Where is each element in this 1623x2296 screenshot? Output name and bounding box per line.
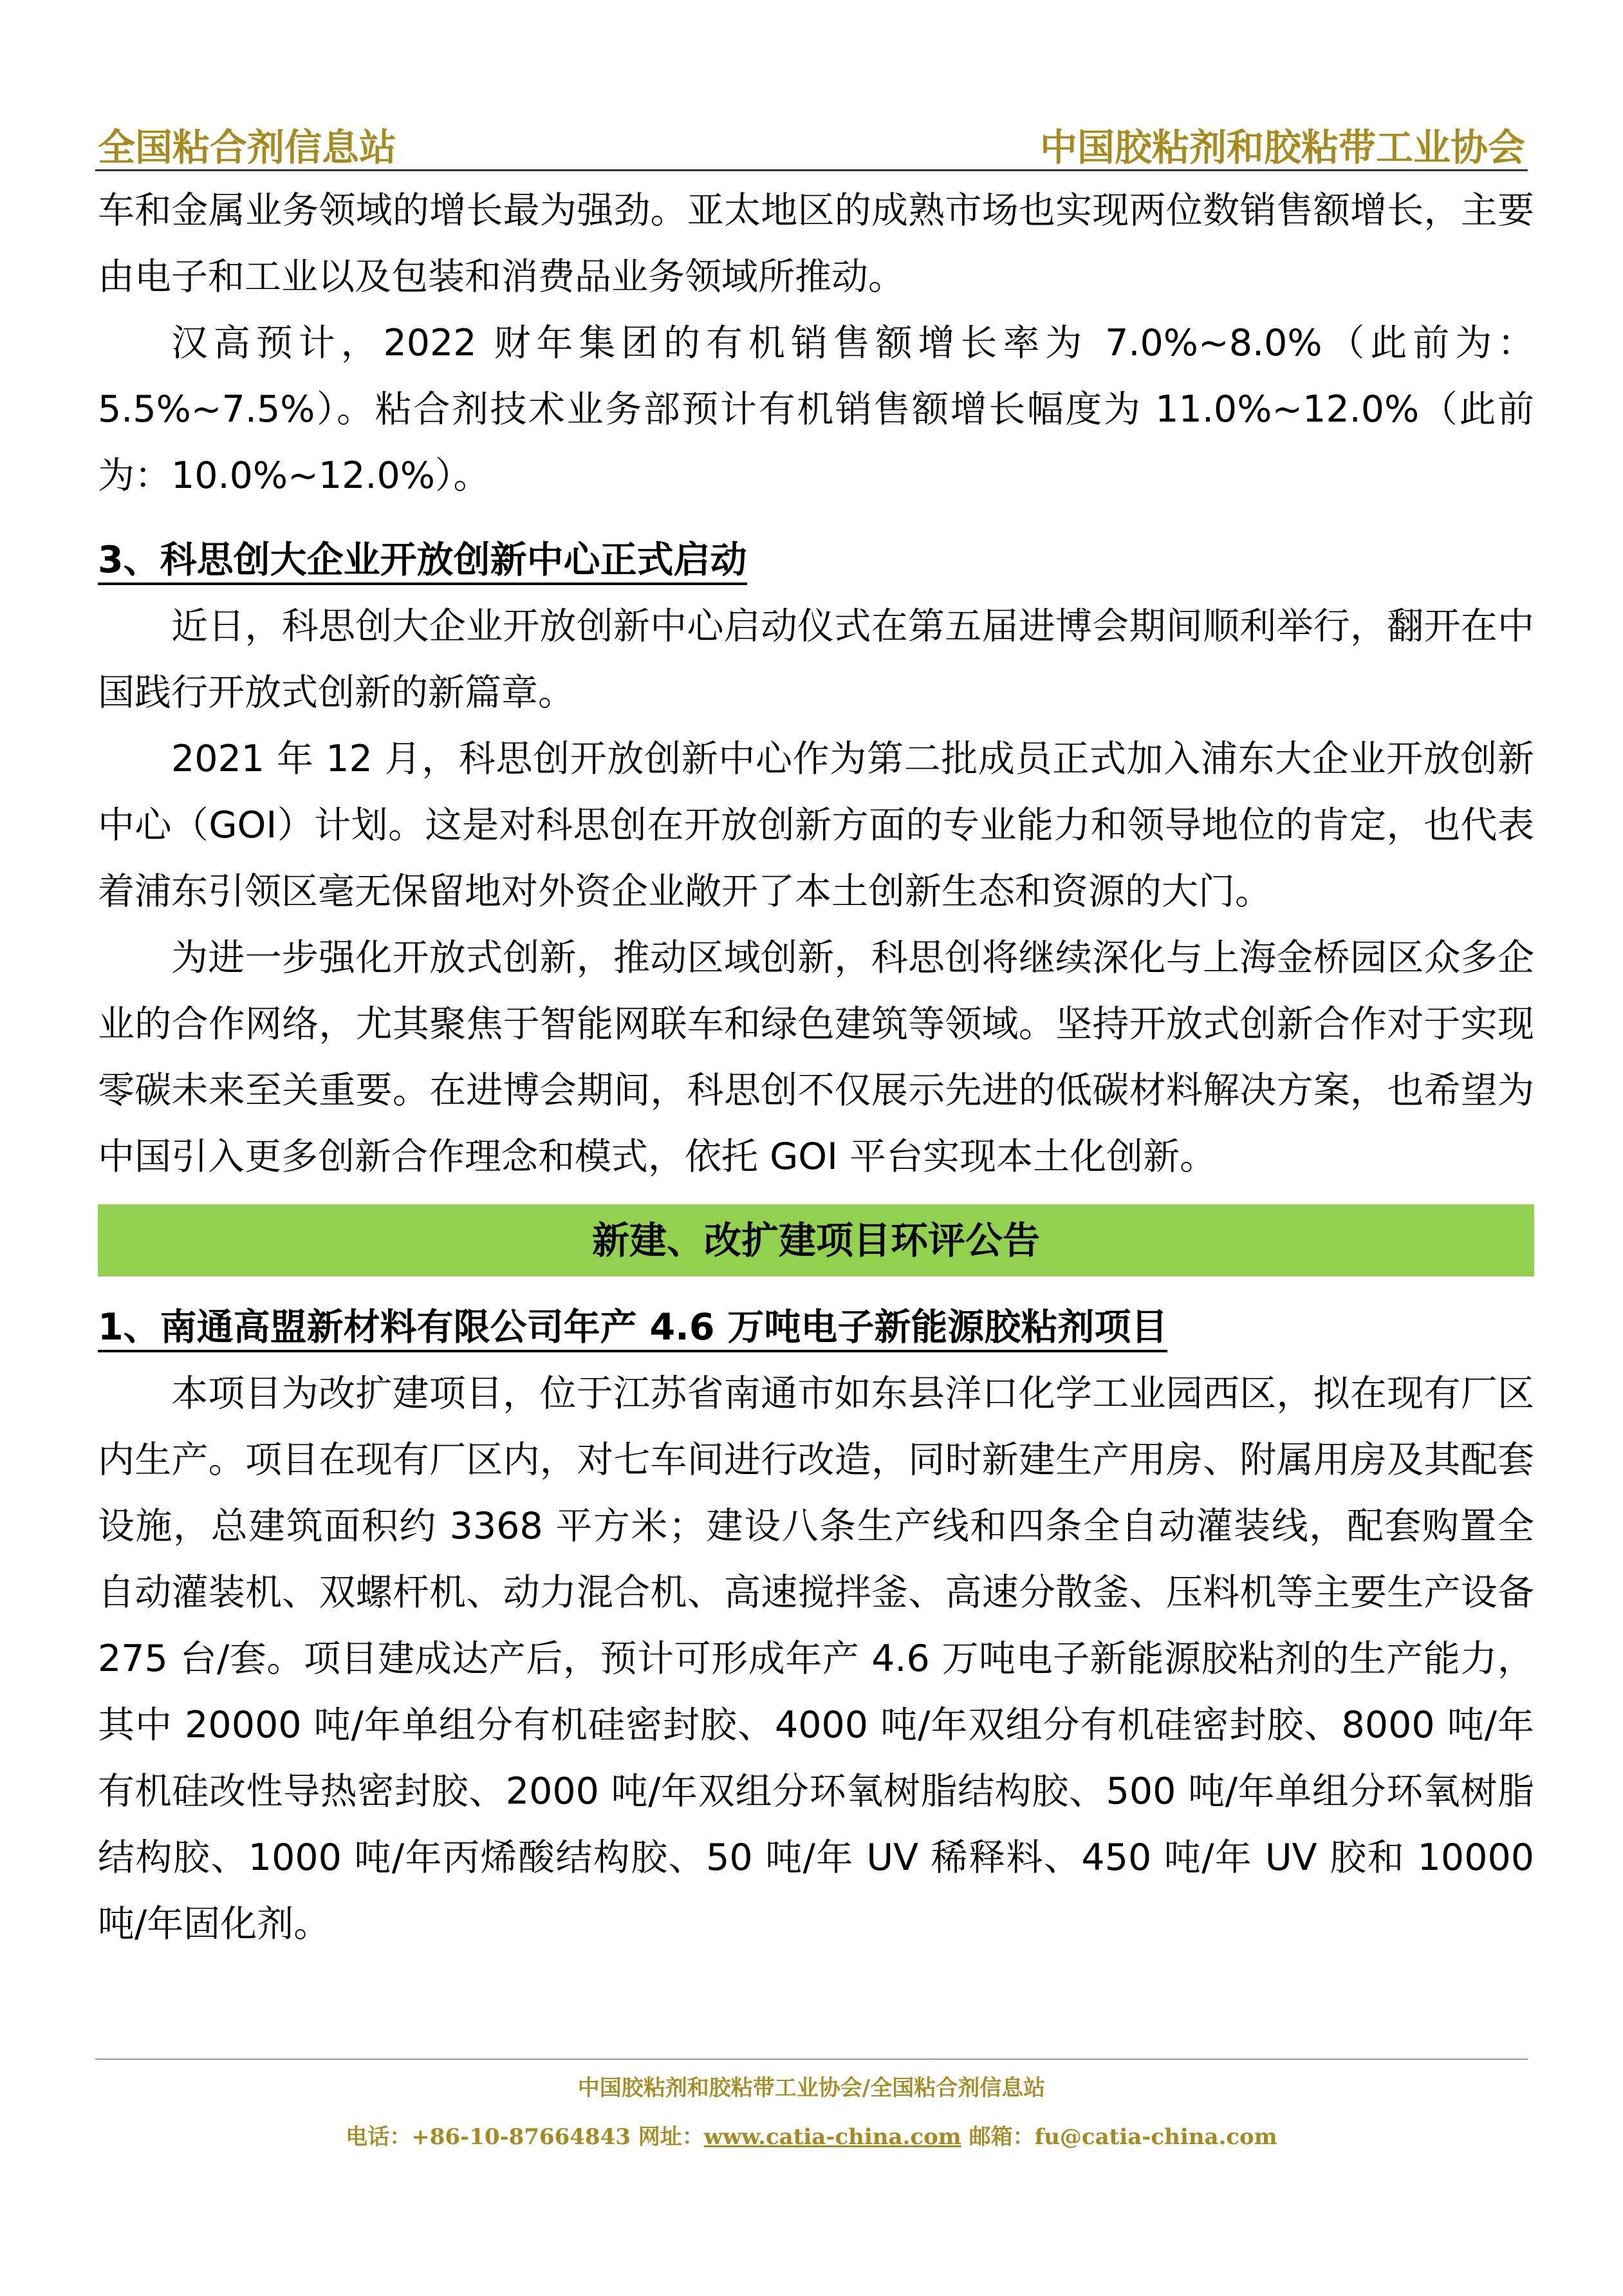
page-content	[98, 178, 1534, 1957]
footer-divider	[95, 2058, 1528, 2060]
footer-organization: 中国胶粘剂和胶粘带工业协会/全国粘合剂信息站	[577, 2075, 1046, 2101]
footer-contact	[0, 2119, 1623, 2151]
header-divider	[95, 169, 1528, 171]
paragraph: 为进一步强化开放式创新，推动区域创新，科思创将继续深化与上海金桥园区众多企业的合作网络，尤其聚焦于智能网联车和绿色建筑等领域。坚持开放式创新合作对于实现零碳未来至关重要。在进博会期间，科思创不仅展示先进的低碳材料解决方案，也希望为中国引入更多创新合作理念和模式，依托 GOI 平台实现本土化创新。	[98, 937, 1534, 1178]
project-heading-text: 1、南通高盟新材料有限公司年产 4.6 万吨电子新能源胶粘剂项目	[98, 1306, 1167, 1352]
email-address[interactable]: fu@catia-china.com	[1034, 2124, 1277, 2150]
phone-number: +86-10-87664843	[411, 2124, 631, 2150]
website-link[interactable]: www.catia-china.com	[703, 2124, 961, 2150]
paragraph: 近日，科思创大企业开放创新中心启动仪式在第五届进博会期间顺利举行，翻开在中国践行开放式创新的新篇章。	[98, 605, 1534, 714]
website-label: 网址：	[630, 2124, 704, 2150]
paragraph: 车和金属业务领域的增长最为强劲。亚太地区的成熟市场也实现两位数销售额增长，主要由电子和工业以及包装和消费品业务领域所推动。	[98, 189, 1534, 298]
section-heading-text: 3、科思创大企业开放创新中心正式启动	[98, 539, 747, 585]
section-heading	[98, 527, 1534, 593]
paragraph: 2021 年 12 月，科思创开放创新中心作为第二批成员正式加入浦东大企业开放创新中心（GOI）计划。这是对科思创在开放创新方面的专业能力和领导地位的肯定，也代表着浦东引领区毫无保留地对外资企业敞开了本土创新生态和资源的大门。	[98, 738, 1534, 913]
header-right-title: 中国胶粘剂和胶粘带工业协会	[1039, 126, 1525, 169]
project-heading	[98, 1294, 1534, 1361]
paragraph: 本项目为改扩建项目，位于江苏省南通市如东县洋口化学工业园西区，拟在现有厂区内生产。项目在现有厂区内，对七车间进行改造，同时新建生产用房、附属用房及其配套设施，总建筑面积约 3368 平方米；建设八条生产线和四条全自动灌装线，配套购置全自动灌装机、双螺杆机、动力混合机、高速搅拌釜、高速分散釜、压料机等主要生产设备 275 台/套。项目建成达产后，预计可形成年产 4.6 万吨电子新能源胶粘剂的生产能力，其中 20000 吨/年单组分有机硅密封胶、4000 吨/年双组分有机硅密封胶、8000 吨/年有机硅改性导热密封胶、2000 吨/年双组分环氧树脂结构胶、500 吨/年单组分环氧树脂结构胶、1000 吨/年丙烯酸结构胶、50 吨/年 UV 稀释料、450 吨/年 UV 胶和 10000 吨/年固化剂。	[98, 1372, 1534, 1945]
paragraph: 汉高预计，2022 财年集团的有机销售额增长率为 7.0%~8.0%（此前为：5.5%~7.5%）。粘合剂技术业务部预计有机销售额增长幅度为 11.0%~12.0%（此前为：10.0%~12.0%）。	[98, 322, 1534, 497]
email-label: 邮箱：	[961, 2124, 1035, 2150]
section-banner: 新建、改扩建项目环评公告	[98, 1204, 1534, 1276]
header-left-title: 全国粘合剂信息站	[98, 126, 397, 169]
phone-label: 电话：	[346, 2124, 412, 2150]
